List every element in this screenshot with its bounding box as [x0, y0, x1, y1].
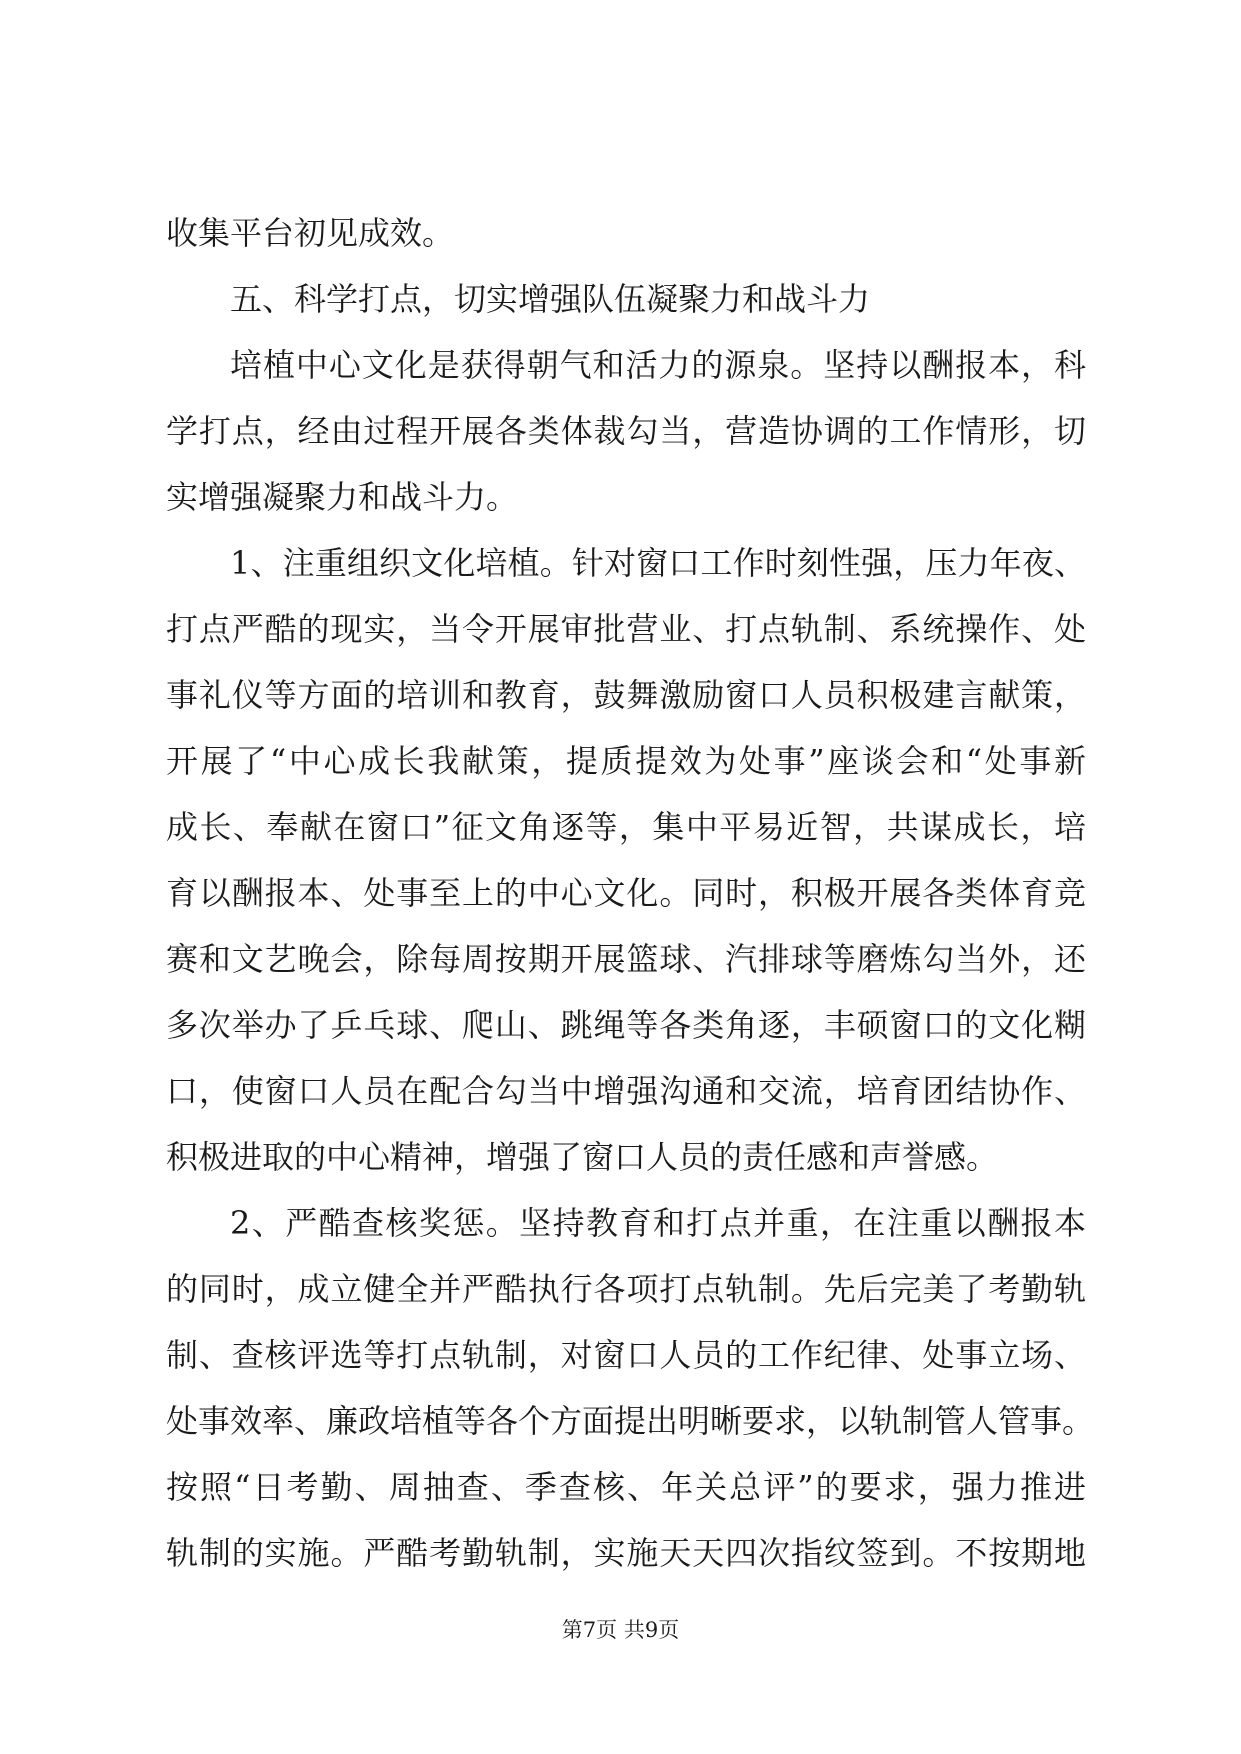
page-number-label: 第7页 共9页 — [561, 1618, 680, 1642]
text-line: 2、严酷查核奖惩。坚持教育和打点并重，在注重以酬报本 — [230, 1204, 1086, 1242]
text-line: 收集平台初见成效。 — [166, 214, 455, 252]
text-line: 处事效率、廉政培植等各个方面提出明晰要求，以轨制管人管事。 — [166, 1402, 1095, 1440]
text-line: 开展了“中心成长我献策，提质提效为处事”座谈会和“处事新 — [166, 742, 1086, 780]
text-line: 赛和文艺晚会，除每周按期开展篮球、汽排球等磨炼勾当外，还 — [166, 940, 1086, 978]
document-body — [166, 200, 1095, 1586]
text-line: 实增强凝聚力和战斗力。 — [166, 478, 519, 516]
text-line: 积极进取的中心精神，增强了窗口人员的责任感和声誉感。 — [166, 1138, 999, 1176]
text-line: 育以酬报本、处事至上的中心文化。同时，积极开展各类体育竞 — [166, 874, 1086, 912]
text-line: 的同时，成立健全并严酷执行各项打点轨制。先后完美了考勤轨 — [166, 1270, 1086, 1308]
text-line: 口，使窗口人员在配合勾当中增强沟通和交流，培育团结协作、 — [166, 1072, 1086, 1110]
text-line: 轨制的实施。严酷考勤轨制，实施天天四次指纹签到。不按期地 — [166, 1534, 1086, 1572]
text-line: 按照“日考勤、周抽查、季查核、年关总评”的要求，强力推进 — [166, 1468, 1086, 1506]
text-line: 培植中心文化是获得朝气和活力的源泉。坚持以酬报本，科 — [230, 346, 1086, 384]
page-footer — [0, 1615, 1241, 1645]
text-line: 多次举办了乒乓球、爬山、跳绳等各类角逐，丰硕窗口的文化糊 — [166, 1006, 1086, 1044]
text-line: 打点严酷的现实，当令开展审批营业、打点轨制、系统操作、处 — [166, 610, 1086, 648]
text-line: 学打点，经由过程开展各类体裁勾当，营造协调的工作情形，切 — [166, 412, 1086, 450]
text-line: 事礼仪等方面的培训和教育，鼓舞激励窗口人员积极建言献策， — [166, 676, 1086, 714]
text-line: 制、查核评选等打点轨制，对窗口人员的工作纪律、处事立场、 — [166, 1336, 1086, 1374]
section-heading: 五、科学打点，切实增强队伍凝聚力和战斗力 — [230, 280, 871, 318]
text-line: 1、注重组织文化培植。针对窗口工作时刻性强，压力年夜、 — [230, 544, 1086, 582]
text-line: 成长、奉献在窗口”征文角逐等，集中平易近智，共谋成长，培 — [166, 808, 1086, 846]
